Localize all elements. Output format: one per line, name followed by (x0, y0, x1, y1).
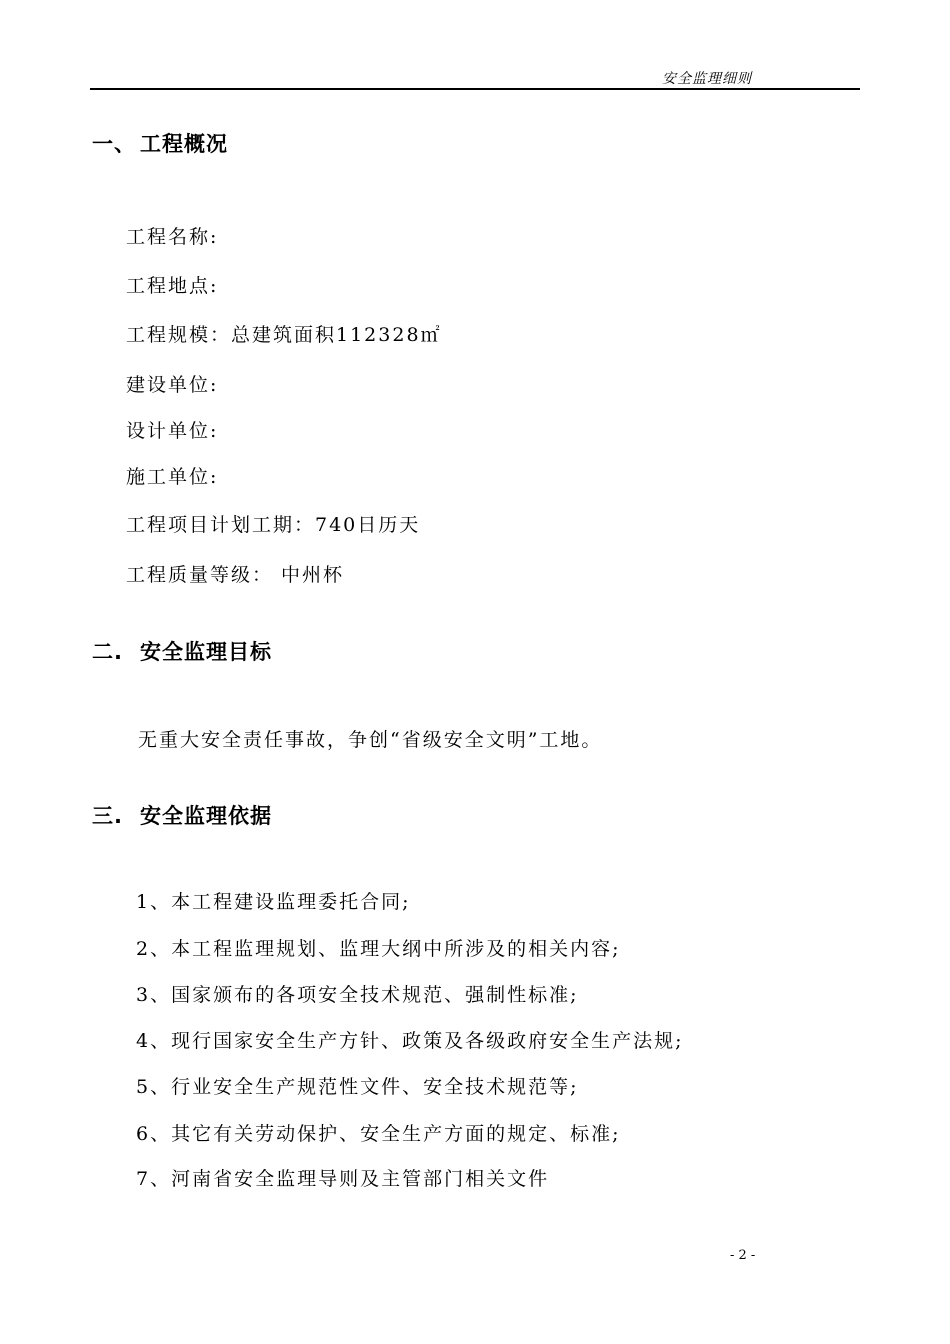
builder-unit-line: 施工单位: (126, 466, 219, 488)
section-heading-goal (92, 636, 272, 666)
construction-unit-line: 建设单位: (126, 374, 219, 396)
basis-item: 4、现行国家安全生产方针、政策及各级政府安全生产法规; (136, 1030, 684, 1052)
project-scale-line: 工程规模：总建筑面积112328㎡ (126, 324, 442, 346)
section-heading-overview (92, 128, 228, 158)
basis-item: 5、行业安全生产规范性文件、安全技术规范等; (136, 1076, 579, 1098)
basis-item: 7、河南省安全监理导则及主管部门相关文件 (136, 1168, 550, 1190)
section-number: 二. (92, 640, 123, 664)
basis-item: 2、本工程监理规划、监理大纲中所涉及的相关内容; (136, 938, 621, 960)
page-number: - 2 - (730, 1248, 756, 1263)
schedule-line: 工程项目计划工期：740日历天 (126, 514, 421, 536)
section-title: 安全监理依据 (140, 804, 272, 828)
header-divider (90, 88, 860, 90)
section-heading-basis (92, 800, 272, 830)
header-title: 安全监理细则 (662, 71, 752, 87)
project-location-line: 工程地点: (126, 275, 219, 297)
basis-item: 3、国家颁布的各项安全技术规范、强制性标准; (136, 984, 579, 1006)
goal-text: 无重大安全责任事故，争创“省级安全文明”工地。 (138, 729, 603, 751)
section-title: 工程概况 (140, 132, 228, 156)
section-number: 一、 (92, 132, 136, 156)
section-title: 安全监理目标 (140, 640, 272, 664)
section-number: 三. (92, 804, 123, 828)
project-name-line: 工程名称: (126, 226, 219, 248)
basis-item: 6、其它有关劳动保护、安全生产方面的规定、标准; (136, 1123, 621, 1145)
basis-item: 1、本工程建设监理委托合同; (136, 891, 411, 913)
design-unit-line: 设计单位: (126, 420, 219, 442)
quality-level-line: 工程质量等级： 中州杯 (126, 564, 345, 586)
